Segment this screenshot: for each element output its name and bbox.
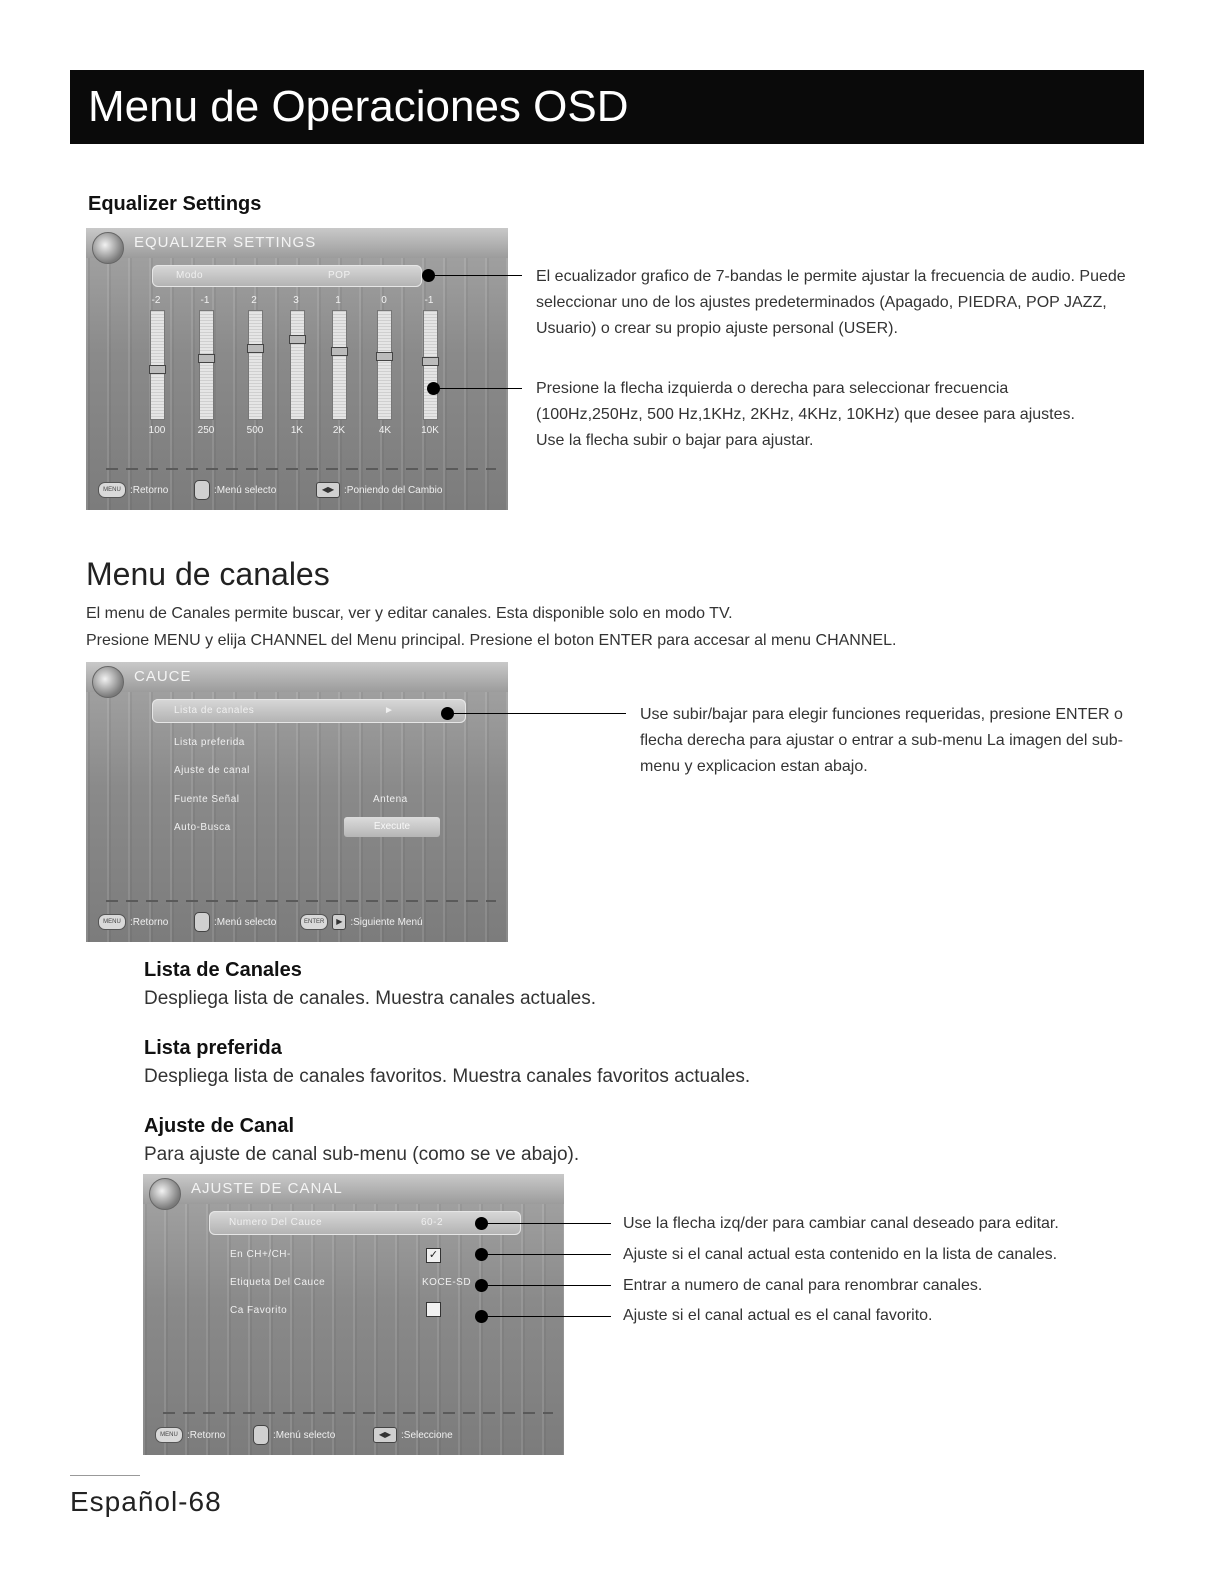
osd-footer-select: :Menú selecto: [194, 912, 276, 932]
eq-freq-label: 250: [197, 425, 215, 436]
channels-intro-1: El menu de Canales permite buscar, ver y editar canales. Esta disponible solo en modo TV.: [86, 605, 733, 622]
page-title: Menu de Operaciones OSD: [70, 70, 1144, 144]
footer-rule: [70, 1475, 140, 1476]
source-value: Antena: [373, 794, 408, 805]
eq-mode-label: Modo: [176, 270, 204, 281]
eq-freq-label: 100: [148, 425, 166, 436]
checkbox-checked-icon[interactable]: ✓: [426, 1248, 441, 1263]
updown-key-icon: [253, 1425, 269, 1445]
equalizer-heading: Equalizer Settings: [88, 193, 262, 215]
menu-item-fuente-senal[interactable]: Fuente Señal: [174, 794, 240, 805]
eq-callout-frequency: Presione la flecha izquierda o derecha para seleccionar frecuencia (100Hz,250Hz, 500 Hz,1KHz, 2KHz, 4KHz, 10KHz) que desee para ajustes. Use la flecha subir o bajar para ajustar.: [536, 380, 1075, 449]
eq-slider-knob[interactable]: [149, 365, 166, 374]
eq-slider-knob[interactable]: [247, 344, 264, 353]
equalizer-screen: [86, 228, 508, 510]
osd-divider: [163, 1412, 553, 1414]
eq-slider-knob[interactable]: [331, 347, 348, 356]
menu-item-arrow: ►: [384, 705, 395, 716]
osd-title: EQUALIZER SETTINGS: [86, 228, 508, 258]
eq-slider-100[interactable]: [150, 310, 165, 420]
eq-freq-label: 500: [246, 425, 264, 436]
osd-logo-icon: [92, 666, 124, 698]
callout-line: [435, 388, 522, 389]
leftright-key-icon: ◀▶: [316, 482, 340, 498]
section-text-lista-preferida: Despliega lista de canales favoritos. Muestra canales favoritos actuales.: [144, 1066, 751, 1087]
menu-key-icon: MENU: [98, 914, 126, 930]
channels-intro-2: Presione MENU y elija CHANNEL del Menu principal. Presione el boton ENTER para accesar al menu CHANNEL.: [86, 632, 897, 649]
osd-logo-icon: [92, 232, 124, 264]
adjust-callout-4: Ajuste si el canal actual es el canal favorito.: [623, 1307, 933, 1324]
menu-item-auto-busca[interactable]: Auto-Busca: [174, 822, 231, 833]
updown-key-icon: [194, 480, 210, 500]
updown-key-icon: [194, 912, 210, 932]
osd-title: CAUCE: [86, 662, 508, 692]
eq-slider-knob[interactable]: [289, 335, 306, 344]
eq-freq-label: 2K: [332, 425, 346, 436]
callout-line: [449, 713, 626, 714]
execute-button[interactable]: Execute: [344, 817, 440, 837]
eq-band-value: 0: [381, 295, 387, 306]
section-text-lista-canales: Despliega lista de canales. Muestra canales actuales.: [144, 988, 597, 1009]
section-title-ajuste-canal: Ajuste de Canal: [144, 1115, 295, 1137]
section-text-ajuste-canal: Para ajuste de canal sub-menu (como se ve abajo).: [144, 1144, 580, 1165]
osd-divider: [106, 900, 496, 902]
eq-slider-1k[interactable]: [290, 310, 305, 420]
eq-freq-label: 4K: [378, 425, 392, 436]
osd-divider: [106, 468, 496, 470]
eq-freq-label: 1K: [290, 425, 304, 436]
adjust-callout-1: Use la flecha izq/der para cambiar canal deseado para editar.: [623, 1215, 1059, 1232]
osd-title: AJUSTE DE CANAL: [143, 1174, 564, 1204]
eq-slider-knob[interactable]: [198, 354, 215, 363]
section-title-lista-canales: Lista de Canales: [144, 959, 302, 981]
menu-item-label: Numero Del Cauce: [229, 1217, 323, 1228]
eq-mode-value: POP: [328, 270, 351, 281]
page-number: Español-68: [70, 1486, 222, 1517]
eq-band-value: -1: [200, 295, 210, 306]
osd-logo-icon: [149, 1178, 181, 1210]
adjust-callout-3: Entrar a numero de canal para renombrar canales.: [623, 1277, 983, 1294]
eq-slider-4k[interactable]: [377, 310, 392, 420]
menu-key-icon: MENU: [98, 482, 126, 498]
channel-callout: Use subir/bajar para elegir funciones requeridas, presione ENTER o flecha derecha para ajustar o entrar a sub-menu La imagen del sub-menu y explicacion estan abajo.: [640, 706, 1123, 775]
eq-callout-modes: El ecualizador grafico de 7-bandas le permite ajustar la frecuencia de audio. Puede seleccionar uno de los ajustes predeterminados (Apagado, PIEDRA, POP JAZZ, Usuario) o crear su propio ajuste personal (USER).: [536, 268, 1126, 337]
channel-label-value: KOCE-SD: [422, 1277, 472, 1288]
osd-footer-back: MENU :Retorno: [155, 1427, 225, 1443]
menu-item-label: Lista de canales: [174, 705, 255, 716]
eq-freq-label: 10K: [421, 425, 439, 436]
osd-footer-choose: ◀▶ :Seleccione: [373, 1427, 453, 1443]
channels-heading: Menu de canales: [86, 556, 330, 592]
eq-band-value: 1: [335, 295, 341, 306]
eq-slider-knob[interactable]: [422, 357, 439, 366]
right-key-icon: ▶: [332, 914, 346, 930]
osd-footer-back: MENU :Retorno: [98, 482, 168, 498]
osd-footer-next: ENTER ▶ :Siguiente Menú: [300, 914, 423, 930]
callout-line: [483, 1316, 611, 1317]
leftright-key-icon: ◀▶: [373, 1427, 397, 1443]
eq-mode-row[interactable]: [152, 265, 422, 287]
eq-band-value: 2: [251, 295, 257, 306]
adjust-callout-2: Ajuste si el canal actual esta contenido en la lista de canales.: [623, 1246, 1058, 1263]
osd-footer-select: :Menú selecto: [194, 480, 276, 500]
callout-line: [483, 1223, 611, 1224]
eq-slider-500[interactable]: [248, 310, 263, 420]
eq-slider-250[interactable]: [199, 310, 214, 420]
callout-line: [430, 275, 522, 276]
channel-number-value: 60-2: [421, 1217, 444, 1228]
checkbox-unchecked-icon[interactable]: [426, 1302, 441, 1317]
eq-slider-2k[interactable]: [332, 310, 347, 420]
channel-screen: [86, 662, 508, 942]
menu-item-lista-canales[interactable]: [152, 699, 466, 723]
menu-item-ca-favorito[interactable]: Ca Favorito: [230, 1305, 288, 1316]
enter-key-icon: ENTER: [300, 914, 328, 930]
osd-footer-back: MENU :Retorno: [98, 914, 168, 930]
eq-slider-knob[interactable]: [376, 352, 393, 361]
menu-item-lista-preferida[interactable]: Lista preferida: [174, 737, 245, 748]
osd-footer-select: :Menú selecto: [253, 1425, 335, 1445]
callout-line: [483, 1285, 611, 1286]
menu-item-etiqueta[interactable]: Etiqueta Del Cauce: [230, 1277, 326, 1288]
section-title-lista-preferida: Lista preferida: [144, 1037, 282, 1059]
channel-adjust-screen: [143, 1174, 564, 1455]
eq-band-value: -2: [151, 295, 161, 306]
osd-footer-change: ◀▶ :Poniendo del Cambio: [316, 482, 442, 498]
eq-slider-10k[interactable]: [423, 310, 438, 420]
eq-band-value: -1: [424, 295, 434, 306]
eq-band-value: 3: [293, 295, 299, 306]
menu-item-ajuste-canal[interactable]: Ajuste de canal: [174, 765, 250, 776]
menu-item-en-ch[interactable]: En CH+/CH-: [230, 1249, 291, 1260]
callout-line: [483, 1254, 611, 1255]
menu-key-icon: MENU: [155, 1427, 183, 1443]
